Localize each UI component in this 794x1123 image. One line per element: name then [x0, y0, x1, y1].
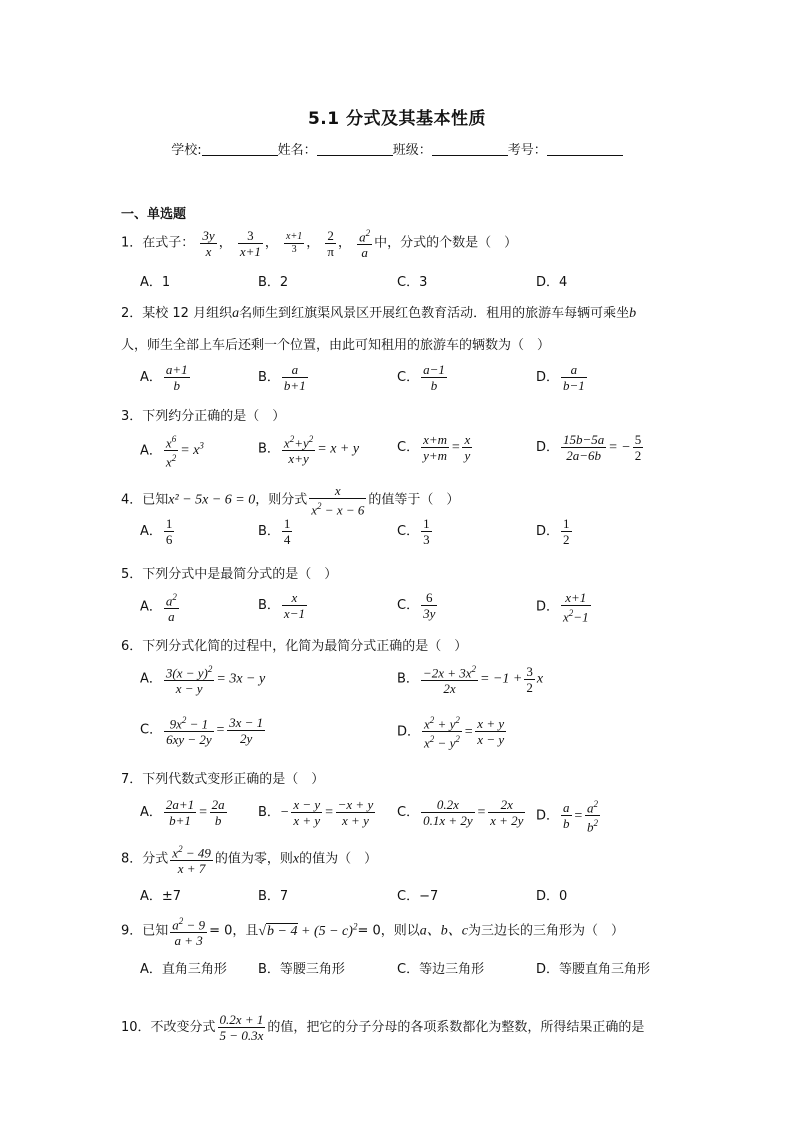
- q3-option-c[interactable]: C． $\frac{x+m}{y+m}$ = $\frac{x}{y}$: [397, 432, 471, 463]
- q6-option-d[interactable]: D． $\frac{x^2 + y^2}{x^2 - y^2}$ = $\frac{x + y}{x - y}$: [397, 715, 505, 751]
- q8-option-a[interactable]: A．±7: [140, 889, 182, 904]
- q3-option-a[interactable]: A． $\frac{x^6}{x^2}$ = $x^3$: [140, 434, 204, 470]
- q8-var: x: [292, 851, 300, 867]
- q9-option-c[interactable]: C．等边三角形: [397, 962, 485, 977]
- q4-equation: x² − 5x − 6 = 0: [168, 492, 256, 508]
- student-info-line: [0, 139, 794, 158]
- q8-fraction: $\frac{x^2 - 49}{x + 7}$: [172, 844, 211, 877]
- q8-option-b[interactable]: B．7: [258, 889, 289, 904]
- q5-option-d[interactable]: D． $\frac{x+1}{x^2-1}$: [536, 590, 589, 625]
- q6-option-a[interactable]: A． $\frac{3(x - y)^2}{x - y}$ = 3x − y: [140, 664, 266, 697]
- q2-option-c[interactable]: C． $\frac{a-1}{b}$: [397, 362, 445, 393]
- question-5: 5．下列分式中是最简分式的是（ ）: [121, 567, 338, 582]
- q3-d-label: D．: [536, 440, 560, 455]
- q3-c-label: C．: [397, 440, 420, 455]
- question-8: [121, 842, 377, 876]
- question-2-line-2: 人，师生全部上车后还剩一个位置，由此可知租用的旅游车的辆数为（ ）: [121, 338, 551, 353]
- question-2-line-1: [121, 302, 636, 322]
- q2-a-label: A．: [140, 370, 162, 385]
- q2-var-b: b: [629, 306, 637, 321]
- q5-option-a[interactable]: A． $\frac{a^2}{a}$: [140, 592, 177, 625]
- q6-b-label: B．: [397, 671, 419, 687]
- name-blank[interactable]: [317, 143, 393, 156]
- class-blank[interactable]: [432, 143, 508, 156]
- q4-option-d[interactable]: D． $\frac{1}{2}$: [536, 516, 570, 547]
- q3-b-label: B．: [258, 441, 280, 457]
- q4-option-c[interactable]: C． $\frac{1}{3}$: [397, 516, 430, 547]
- question-4: [121, 483, 459, 517]
- name-label: 姓名：: [277, 143, 317, 158]
- q8-option-d[interactable]: D．0: [536, 889, 568, 904]
- q8-stem-3: 的值为（ ）: [299, 851, 378, 867]
- q9-radical: $√b - 4 + (5 - c)^2$: [258, 921, 358, 939]
- question-7: 7．下列代数式变形正确的是（ ）: [121, 772, 325, 787]
- q7-c-label: C．: [397, 805, 420, 820]
- q4-stem-1: 4．已知: [121, 492, 169, 508]
- q2-option-b[interactable]: B． $\frac{a}{b+1}$: [258, 362, 306, 393]
- q9-option-a[interactable]: A．直角三角形: [140, 962, 227, 977]
- q6-c-label: C．: [140, 722, 163, 738]
- q6-d-label: D．: [397, 724, 421, 740]
- number-label: 考号：: [507, 143, 547, 158]
- question-6: 6．下列分式化简的过程中，化简为最简分式正确的是（ ）: [121, 639, 468, 654]
- q1-stem: 1．在式子：: [121, 235, 195, 251]
- q7-option-a[interactable]: A． $\frac{2a+1}{b+1}$ = $\frac{2a}{b}$: [140, 797, 225, 828]
- q1-option-a[interactable]: A．1: [140, 275, 171, 290]
- q2-c-label: C．: [397, 370, 420, 385]
- q6-a-label: A．: [140, 671, 162, 687]
- question-1: 1．在式子： $\frac{3y}{x}$ ， $\frac{3}{x+1}$ ， $\frac{x+1}{3}$ ， $\frac{2}{\pi}$ ， $\frac{a^2}{a}$ 中，分式的个数是（ ）: [121, 227, 518, 261]
- q9-stem-3: = 0，则以: [357, 923, 420, 939]
- q10-fraction: $\frac{0.2x + 1}{5 - 0.3x}$: [219, 1012, 264, 1043]
- number-blank[interactable]: [547, 143, 623, 156]
- q10-stem-2: 的值，把它的分子分母的各项系数都化为整数，所得结果正确的是: [267, 1020, 645, 1035]
- q9-vars: a、b、c: [419, 923, 468, 939]
- school-blank[interactable]: [202, 143, 278, 156]
- q4-d-label: D．: [536, 524, 560, 539]
- q4-stem-2: ，则分式: [255, 492, 308, 508]
- q10-stem-1: 10．不改变分式: [121, 1020, 216, 1035]
- q5-b-label: B．: [258, 598, 280, 613]
- q7-option-c[interactable]: C． $\frac{0.2x}{0.1x + 2y}$ = $\frac{2x}{x + 2y}$: [397, 797, 524, 828]
- q1-option-b[interactable]: B．2: [258, 275, 289, 290]
- q7-d-label: D．: [536, 808, 560, 824]
- q4-c-label: C．: [397, 524, 420, 539]
- q7-option-d[interactable]: D． $\frac{a}{b}$ = $\frac{a^2}{b^2}$: [536, 799, 598, 835]
- q1-expr-3: $\frac{x+1}{3}$: [286, 230, 303, 255]
- q7-b-label: B．: [258, 805, 280, 820]
- q1-option-c[interactable]: C．3: [397, 275, 428, 290]
- q2-option-a[interactable]: A． $\frac{a+1}{b}$: [140, 362, 188, 393]
- q1-expr-2: $\frac{3}{x+1}$: [239, 227, 261, 259]
- q1-expr-4: $\frac{2}{\pi}$: [327, 227, 334, 259]
- q5-c-label: C．: [397, 598, 420, 613]
- q8-option-c[interactable]: C．−7: [397, 889, 439, 904]
- q8-stem-2: 的值为零，则: [214, 851, 293, 867]
- q5-a-label: A．: [140, 599, 162, 615]
- q4-option-b[interactable]: B． $\frac{1}{4}$: [258, 516, 291, 547]
- q9-option-b[interactable]: B．等腰三角形: [258, 962, 345, 977]
- q6-option-c[interactable]: C． $\frac{9x^2 - 1}{6xy - 2y}$ = $\frac{3x - 1}{2y}$: [140, 714, 264, 748]
- q9-stem-1: 9．已知: [121, 923, 169, 939]
- q2-var-a: a: [232, 306, 240, 321]
- q1-expr-5: $\frac{a^2}{a}$: [359, 228, 371, 261]
- q5-option-c[interactable]: C． $\frac{6}{3y}$: [397, 590, 436, 621]
- q1-option-d[interactable]: D．4: [536, 275, 568, 290]
- q9-option-d[interactable]: D．等腰直角三角形: [536, 962, 651, 977]
- q6-option-b[interactable]: B． $\frac{-2x + 3x^2}{2x}$ = −1 + $\frac{3}{2}$ x: [397, 663, 544, 697]
- question-3: 3．下列约分正确的是（ ）: [121, 409, 286, 424]
- q4-b-label: B．: [258, 524, 280, 539]
- q4-a-label: A．: [140, 524, 162, 539]
- question-9: [121, 914, 624, 948]
- q2-d-label: D．: [536, 370, 560, 385]
- school-label: 学校:: [171, 143, 202, 158]
- section-heading: 一、单选题: [121, 207, 187, 222]
- q4-fraction: $\frac{x}{x^2 - x - 6}$: [311, 483, 365, 518]
- q2-option-d[interactable]: D． $\frac{a}{b-1}$: [536, 362, 585, 393]
- q3-option-d[interactable]: D． $\frac{15b-5a}{2a-6b}$ = − $\frac{5}{2}$: [536, 432, 642, 463]
- q2-stem-2: 名师生到红旗渠风景区开展红色教育活动．租用的旅游车每辆可乘坐: [239, 306, 630, 321]
- class-label: 班级：: [392, 143, 432, 158]
- q9-fraction: $\frac{a^2 - 9}{a + 3}$: [172, 916, 206, 949]
- q1-stem-end: 中，分式的个数是（ ）: [374, 235, 518, 251]
- q4-stem-3: 的值等于（ ）: [368, 492, 460, 508]
- q4-option-a[interactable]: A． $\frac{1}{6}$: [140, 516, 173, 547]
- q5-d-label: D．: [536, 599, 560, 615]
- q9-stem-4: 为三边长的三角形为（ ）: [467, 923, 624, 939]
- q8-stem-1: 8．分式: [121, 851, 169, 867]
- q7-option-b[interactable]: B．− $\frac{x - y}{x + y}$ = $\frac{-x + y}{x + y}$: [258, 797, 374, 828]
- q7-a-label: A．: [140, 805, 162, 820]
- q1-expr-1: $\frac{3y}{x}$: [202, 227, 215, 259]
- q3-option-b[interactable]: B． $\frac{x^2+y^2}{x+y}$ = x + y: [258, 434, 360, 467]
- question-10: [121, 1012, 644, 1043]
- q2-stem-1: 2．某校 12 月组织: [121, 306, 233, 321]
- q5-option-b[interactable]: B． $\frac{x}{x-1}$: [258, 590, 305, 621]
- q2-b-label: B．: [258, 370, 280, 385]
- page-title: 5.1 分式及其基本性质: [307, 109, 487, 129]
- q9-stem-2: = 0，且: [209, 923, 259, 939]
- q3-a-label: A．: [140, 443, 162, 459]
